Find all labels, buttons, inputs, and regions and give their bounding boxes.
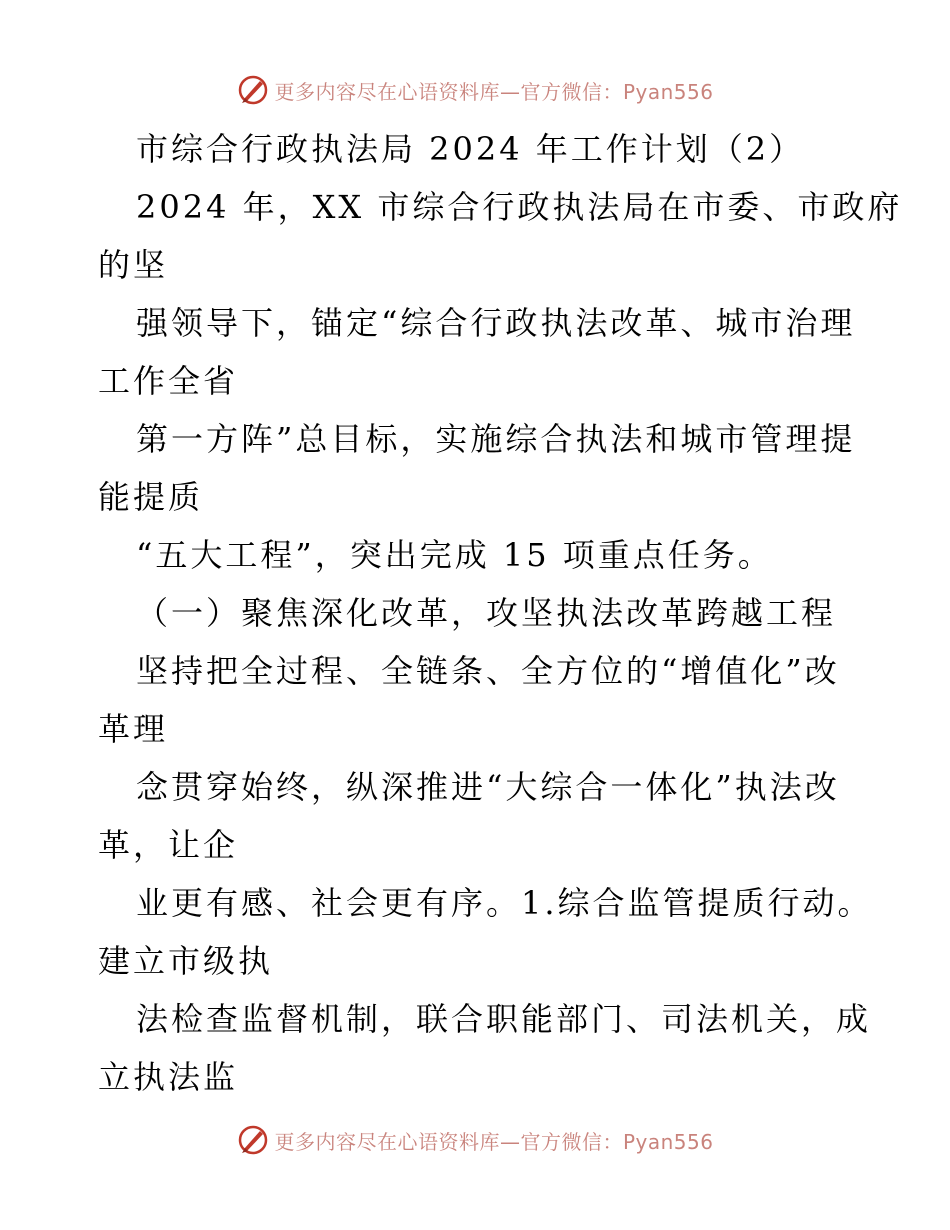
text-line: 第一方阵”总目标，实施综合执法和城市管理提 <box>136 420 856 458</box>
quill-seal-icon <box>236 73 270 107</box>
text-line: 能提质 <box>98 478 204 516</box>
watermark-text: 更多内容尽在心语资料库—官方微信：Pyan556 <box>274 1129 714 1154</box>
text-line: 革理 <box>98 710 169 748</box>
text-line: （一）聚焦深化改革，攻坚执法改革跨越工程 <box>136 594 837 632</box>
text-line: 立执法监 <box>98 1058 239 1096</box>
footer-watermark <box>0 1120 950 1160</box>
text-line: 强领导下，锚定“综合行政执法改革、城市治理 <box>136 304 856 342</box>
quill-seal-icon <box>236 1123 270 1157</box>
document-body <box>98 120 903 1106</box>
text-line: 革，让企 <box>98 826 239 864</box>
text-line: 工作全省 <box>98 362 239 400</box>
text-line: 2024 年，XX 市综合行政执法局在市委、市政府 <box>136 188 903 226</box>
header-watermark <box>0 70 950 110</box>
text-line: 念贯穿始终，纵深推进“大综合一体化”执法改 <box>136 768 840 806</box>
text-line: 市综合行政执法局 2024 年工作计划（2） <box>136 130 805 168</box>
watermark-text: 更多内容尽在心语资料库—官方微信：Pyan556 <box>274 79 714 104</box>
text-line: 建立市级执 <box>98 942 274 980</box>
text-line: 业更有感、社会更有序。1.综合监管提质行动。 <box>136 884 873 922</box>
text-line: 坚持把全过程、全链条、全方位的“增值化”改 <box>136 652 840 690</box>
text-line: 的坚 <box>98 246 169 284</box>
text-line: “五大工程”，突出完成 15 项重点任务。 <box>136 536 773 574</box>
text-line: 法检查监督机制，联合职能部门、司法机关，成 <box>136 1000 872 1038</box>
